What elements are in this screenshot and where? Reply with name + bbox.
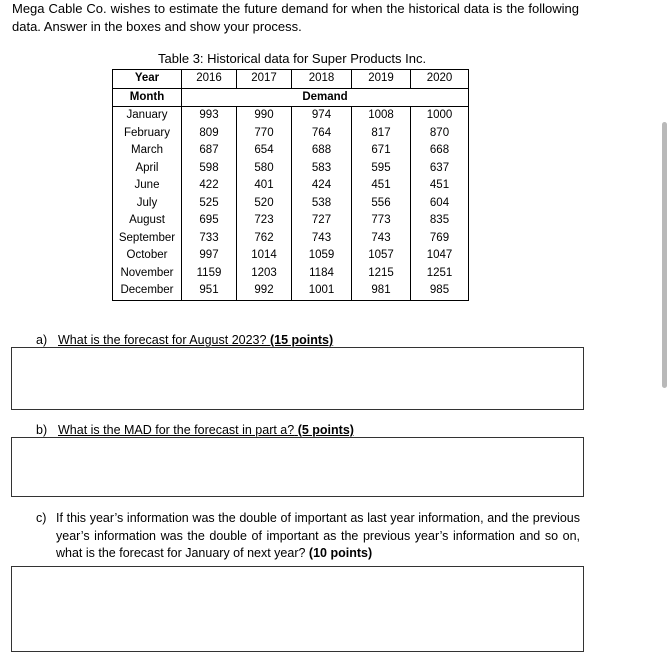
demand-cell: 743 — [352, 230, 411, 248]
table-year-header-row — [113, 70, 469, 89]
month-cell: January — [113, 107, 182, 125]
month-cell: February — [113, 125, 182, 143]
year-cell: 2016 — [182, 70, 237, 89]
demand-cell: 733 — [182, 230, 237, 248]
demand-cell: 451 — [411, 177, 469, 195]
demand-cell: 598 — [182, 160, 237, 178]
intro-paragraph: Mega Cable Co. wishes to estimate the future demand for when the historical data is the following data. Answer in the boxes and show your process. — [12, 1, 579, 34]
demand-cell: 595 — [352, 160, 411, 178]
demand-cell: 1215 — [352, 265, 411, 283]
demand-cell: 583 — [292, 160, 352, 178]
month-cell: June — [113, 177, 182, 195]
year-cell: 2020 — [411, 70, 469, 89]
demand-cell: 997 — [182, 247, 237, 265]
demand-cell: 992 — [237, 282, 292, 300]
answer-box-c[interactable] — [11, 566, 584, 652]
table-row — [113, 230, 469, 248]
demand-cell: 951 — [182, 282, 237, 300]
scrollbar-thumb[interactable] — [662, 122, 667, 388]
demand-cell: 1203 — [237, 265, 292, 283]
demand-cell: 525 — [182, 195, 237, 213]
year-cell: 2017 — [237, 70, 292, 89]
table-row — [113, 212, 469, 230]
month-header: Month — [113, 88, 182, 107]
table-row — [113, 195, 469, 213]
month-cell: October — [113, 247, 182, 265]
month-cell: April — [113, 160, 182, 178]
question-c-text: If this year’s information was the double of important as last year information, and the previous year’s information was the double of important as the previous year’s information and so on, what is the forecast for January of next year? — [56, 511, 580, 560]
demand-cell: 1059 — [292, 247, 352, 265]
demand-cell: 1184 — [292, 265, 352, 283]
demand-cell: 1159 — [182, 265, 237, 283]
demand-cell: 1000 — [411, 107, 469, 125]
table-row — [113, 142, 469, 160]
scrollbar[interactable] — [659, 0, 670, 654]
year-header: Year — [113, 70, 182, 89]
question-c — [36, 510, 580, 563]
question-a-text: What is the forecast for August 2023? — [58, 333, 267, 347]
month-cell: July — [113, 195, 182, 213]
table-body — [113, 107, 469, 301]
demand-cell: 762 — [237, 230, 292, 248]
demand-cell: 743 — [292, 230, 352, 248]
demand-cell: 770 — [237, 125, 292, 143]
demand-cell: 654 — [237, 142, 292, 160]
question-a-label: a) — [36, 333, 48, 347]
demand-cell: 723 — [237, 212, 292, 230]
table-title: Table 3: Historical data for Super Products Inc. — [158, 51, 427, 66]
table-month-header-row — [113, 88, 469, 107]
demand-cell: 985 — [411, 282, 469, 300]
demand-cell: 990 — [237, 107, 292, 125]
historical-data-table — [112, 69, 469, 301]
demand-cell: 870 — [411, 125, 469, 143]
demand-cell: 764 — [292, 125, 352, 143]
demand-cell: 687 — [182, 142, 237, 160]
demand-cell: 1057 — [352, 247, 411, 265]
answer-box-b[interactable] — [11, 437, 584, 497]
question-a-points: (15 points) — [269, 333, 334, 347]
demand-cell: 451 — [352, 177, 411, 195]
demand-cell: 981 — [352, 282, 411, 300]
table-row — [113, 282, 469, 300]
demand-cell: 993 — [182, 107, 237, 125]
table-row — [113, 265, 469, 283]
month-cell: March — [113, 142, 182, 160]
demand-cell: 1251 — [411, 265, 469, 283]
demand-cell: 773 — [352, 212, 411, 230]
demand-cell: 422 — [182, 177, 237, 195]
demand-cell: 401 — [237, 177, 292, 195]
demand-cell: 1014 — [237, 247, 292, 265]
month-cell: August — [113, 212, 182, 230]
year-cell: 2018 — [292, 70, 352, 89]
demand-cell: 1047 — [411, 247, 469, 265]
demand-cell: 637 — [411, 160, 469, 178]
demand-cell: 580 — [237, 160, 292, 178]
demand-cell: 556 — [352, 195, 411, 213]
month-cell: November — [113, 265, 182, 283]
demand-cell: 1001 — [292, 282, 352, 300]
month-cell: September — [113, 230, 182, 248]
demand-cell: 424 — [292, 177, 352, 195]
demand-cell: 520 — [237, 195, 292, 213]
table-row — [113, 107, 469, 125]
demand-cell: 604 — [411, 195, 469, 213]
demand-header: Demand — [182, 88, 469, 107]
question-b-points: (5 points) — [297, 423, 354, 437]
table-row — [113, 160, 469, 178]
question-c-points: (10 points) — [308, 546, 373, 560]
answer-box-a[interactable] — [11, 347, 584, 410]
table-row — [113, 125, 469, 143]
demand-cell: 835 — [411, 212, 469, 230]
demand-cell: 671 — [352, 142, 411, 160]
demand-cell: 668 — [411, 142, 469, 160]
demand-cell: 688 — [292, 142, 352, 160]
demand-cell: 727 — [292, 212, 352, 230]
question-c-label: c) — [36, 511, 47, 525]
demand-cell: 769 — [411, 230, 469, 248]
demand-cell: 974 — [292, 107, 352, 125]
demand-cell: 538 — [292, 195, 352, 213]
demand-cell: 817 — [352, 125, 411, 143]
demand-cell: 809 — [182, 125, 237, 143]
year-cell: 2019 — [352, 70, 411, 89]
question-b-text: What is the MAD for the forecast in part a? — [58, 423, 295, 437]
month-cell: December — [113, 282, 182, 300]
demand-cell: 695 — [182, 212, 237, 230]
demand-cell: 1008 — [352, 107, 411, 125]
table-row — [113, 177, 469, 195]
question-b-label: b) — [36, 423, 48, 437]
table-row — [113, 247, 469, 265]
